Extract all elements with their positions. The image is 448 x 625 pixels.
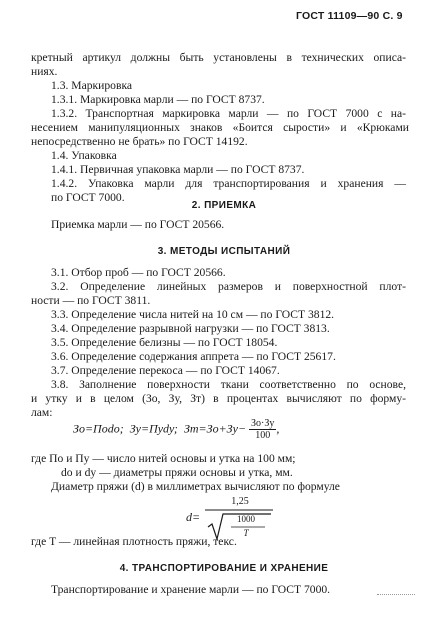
scan-mark	[377, 585, 415, 595]
text-line: где T — линейная плотность пряжи, текс.	[31, 535, 237, 548]
list-item: 3.6. Определение содержания аппрета — по ГОСТ 25617.	[51, 350, 336, 363]
text-line: по ГОСТ 7000.	[51, 191, 125, 204]
text-line: do и dу — диаметры пряжи основы и утка, мм.	[61, 466, 293, 479]
text-line: 1.4.2. Упаковка марли для транспортирования и хранения —	[51, 177, 406, 190]
formula-lhs: d=	[186, 510, 201, 524]
text-line: Приемка марли — по ГОСТ 20566.	[51, 218, 225, 231]
fraction: $\frac{Зо\cdot Зу}{100}$	[251, 418, 275, 441]
section-title-test-methods: 3. МЕТОДЫ ИСПЫТАНИЙ	[157, 246, 291, 257]
text-line: кретный артикул должны быть установлены в технических описа-	[31, 51, 406, 64]
text-line: Диаметр пряжи (d) в миллиметрах вычисляют по формуле	[51, 480, 340, 493]
list-item: ности — по ГОСТ 3811.	[31, 294, 151, 307]
fraction-numerator: 1,25	[231, 496, 249, 507]
formula-fill: Зо=Пodo; Зу=Пуdу; Зт=Зо+Зу− $\frac{Зо\cdot Зу}{100}$ ,	[73, 418, 280, 441]
text-line: 1.3.1. Маркировка марли — по ГОСТ 8737.	[51, 93, 265, 106]
radicand-denominator: T	[243, 528, 249, 538]
page-header: ГОСТ 11109—90 С. 9	[296, 10, 403, 22]
list-item: 3.4. Определение разрывной нагрузки — по ГОСТ 3813.	[51, 322, 330, 335]
list-item: 3.5. Определение белизны — по ГОСТ 18054.	[51, 336, 278, 349]
subsection-heading: 1.3. Маркировка	[51, 79, 133, 92]
text-line: Транспортирование и хранение марли — по ГОСТ 7000.	[51, 583, 331, 596]
text-line: ниях.	[31, 65, 58, 78]
subsection-heading: 1.4. Упаковка	[51, 149, 117, 162]
list-item: 3.3. Определение числа нитей на 10 см — по ГОСТ 3812.	[51, 308, 335, 321]
text-line: где По и Пу — число нитей основы и утка на 100 мм;	[31, 452, 296, 465]
text-line: несением манипуляционных знаков «Боится сырости» и «Крюками	[31, 121, 409, 134]
text-line: 1.3.2. Транспортная маркировка марли — по ГОСТ 7000 с на-	[51, 107, 406, 120]
list-item: лам:	[31, 406, 53, 419]
list-item: 3.2. Определение линейных размеров и поверхностной плот-	[51, 280, 406, 293]
section-title-acceptance: 2. ПРИЕМКА	[191, 200, 257, 211]
list-item: 3.7. Определение перекоса — по ГОСТ 14067.	[51, 364, 280, 377]
list-item: 3.8. Заполнение поверхности ткани соответственно по основе,	[51, 378, 406, 391]
list-item: 3.1. Отбор проб — по ГОСТ 20566.	[51, 266, 226, 279]
list-item: и утку и в целом (Зо, Зу, Зт) в процентах вычисляют по форму-	[31, 392, 406, 405]
radicand-numerator: 1000	[237, 514, 255, 524]
section-title-transport: 4. ТРАНСПОРТИРОВАНИЕ И ХРАНЕНИЕ	[119, 563, 329, 574]
text-line: непосредственно не брать» по ГОСТ 14192.	[31, 135, 248, 148]
text-line: 1.4.1. Первичная упаковка марли — по ГОСТ 8737.	[51, 163, 305, 176]
